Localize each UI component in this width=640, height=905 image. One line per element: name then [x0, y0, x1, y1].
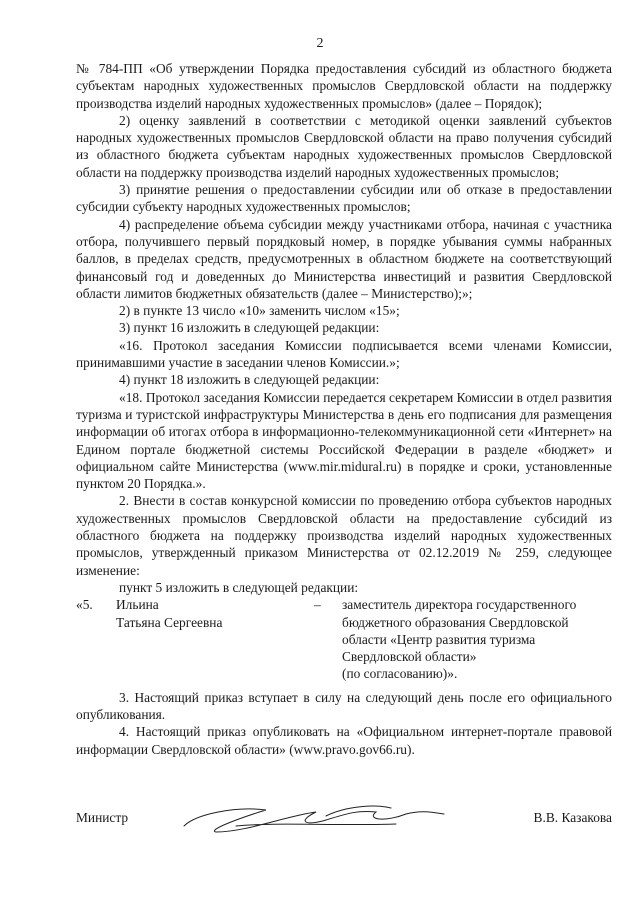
member-number: «5. — [76, 597, 93, 613]
paragraph-point-5-intro: пункт 5 изложить в следующей редакции: — [119, 579, 359, 595]
member-dash: – — [314, 597, 321, 613]
paragraph-clause-2: 2. Внести в состав конкурсной комиссии по проведению отбора субъектов народных художественных промыслов Свердловской области на предоставление субсидий из областного бюджета на поддержку производства изделий народных художественных промыслов, утвержденный приказом Министерства от 02.12.2019 № 259, следующее изменение: — [76, 493, 612, 578]
member-surname: Ильина — [116, 597, 159, 613]
signatory-name: В.В. Казакова — [533, 810, 612, 825]
signatory-title: Министр — [76, 810, 129, 825]
document-body — [76, 60, 612, 758]
paragraph-amend-16: 3) пункт 16 изложить в следующей редакции: — [119, 320, 380, 336]
paragraph-point-16: «16. Протокол заседания Комиссии подписывается всеми членами Комиссии, принимавшими участие в заседании членов Комиссии.»; — [76, 337, 612, 371]
member-position-text: заместитель директора государственного бюджетного образования Свердловской области «Центр развития туризма Свердловской области» — [342, 597, 577, 665]
member-given-names: Татьяна Сергеевна — [116, 614, 223, 630]
paragraph-point-18: «18. Протокол заседания Комиссии передается секретарем Комиссии в отдел развития туризма и туристской инфраструктуры Министерства в день его подписания для размещения информации об итогах отбора в информационно-телекоммуникационной сети «Интернет» на Едином портале бюджетной системы Российской Федерации в разделе «бюджет» и официальном сайте Министерства (www.mir.midural.ru) в порядке и сроки, установленные пунктом 20 Порядка.». — [76, 389, 612, 492]
page-number: 2 — [316, 36, 324, 51]
commission-member-row — [76, 596, 612, 682]
paragraph-item-2: 2) оценку заявлений в соответствии с методикой оценки заявлений субъектов народных художественных промыслов Свердловской области на право получения субсидий из областного бюджета субъектам народных художественных промыслов Свердловской области на поддержку производства изделий народных художественных промыслов; — [76, 112, 612, 180]
member-name — [116, 596, 314, 682]
paragraph-item-3: 3) принятие решения о предоставлении субсидии или об отказе в предоставлении субсидии субъекту народных художественных промыслов; — [76, 182, 612, 215]
member-position — [342, 596, 612, 682]
paragraph-clause-3: 3. Настоящий приказ вступает в силу на следующий день после его официального опубликования. — [76, 689, 612, 722]
member-approval: (по согласованию)». — [342, 666, 458, 682]
paragraph-continuation: № 784-ПП «Об утверждении Порядка предоставления субсидий из областного бюджета субъектам народных художественных промыслов Свердловской области на поддержку производства изделий народных художественных промыслов» (далее – Порядок); — [76, 61, 612, 111]
handwritten-signature-icon — [176, 796, 476, 840]
paragraph-clause-4: 4. Настоящий приказ опубликовать на «Официальном интернет-портале правовой информации Свердловской области» (www.pravo.gov66.ru). — [76, 724, 612, 757]
paragraph-amend-13: 2) в пункте 13 число «10» заменить числом «15»; — [119, 303, 400, 319]
paragraph-item-4: 4) распределение объема субсидии между участниками отбора, начиная с участника отбора, получившего первый порядковый номер, в порядке убывания суммы набранных баллов, в пределах средств, предусмотренных в областном бюджете на соответствующий финансовый год и доведенных до Министерства инвестиций и развития Свердловской области лимитов бюджетных обязательств (далее – Министерство);»; — [76, 216, 612, 301]
paragraph-amend-18: 4) пункт 18 изложить в следующей редакции: — [119, 372, 380, 388]
